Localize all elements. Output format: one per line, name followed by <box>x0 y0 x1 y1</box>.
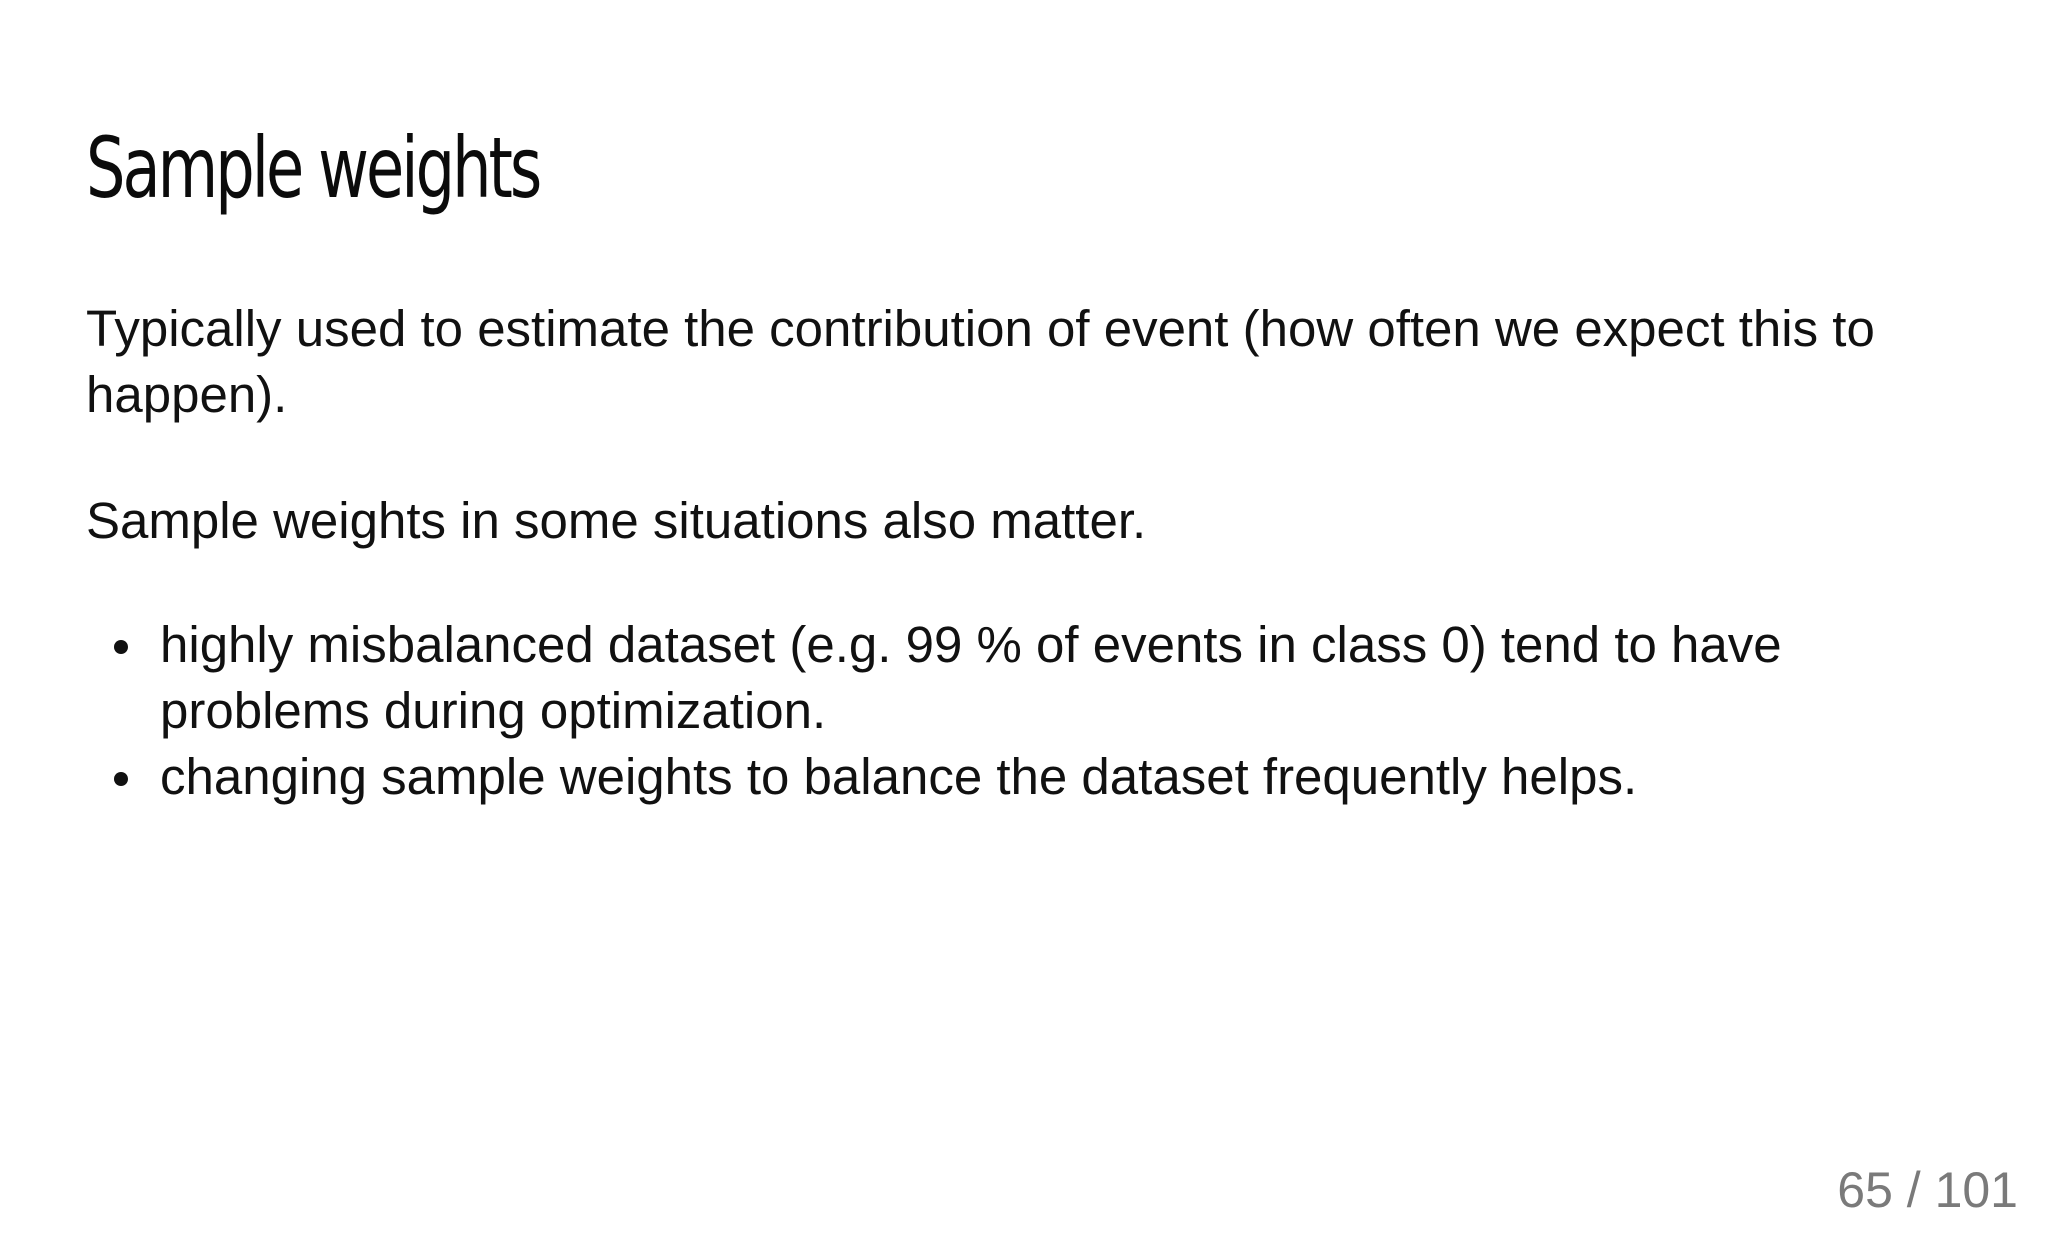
slide-content <box>86 296 1986 810</box>
bullet-text: highly misbalanced dataset (e.g. 99 % of events in class 0) tend to have problems during optimization. <box>160 616 1782 739</box>
page-number: 65 / 101 <box>1837 1162 2018 1218</box>
bullet-dot-icon <box>114 640 128 654</box>
bullet-text: changing sample weights to balance the dataset frequently helps. <box>160 748 1638 805</box>
bullet-item-misbalanced <box>86 612 1986 744</box>
slide-title: Sample weights <box>86 119 540 217</box>
intro-paragraph: Typically used to estimate the contribution of event (how often we expect this to happen). <box>86 300 1875 423</box>
sample-weights-paragraph: Sample weights in some situations also matter. <box>86 492 1147 549</box>
bullet-item-changing-weights <box>86 744 1986 810</box>
bullet-dot-icon <box>114 772 128 786</box>
bullet-list <box>86 612 1986 810</box>
